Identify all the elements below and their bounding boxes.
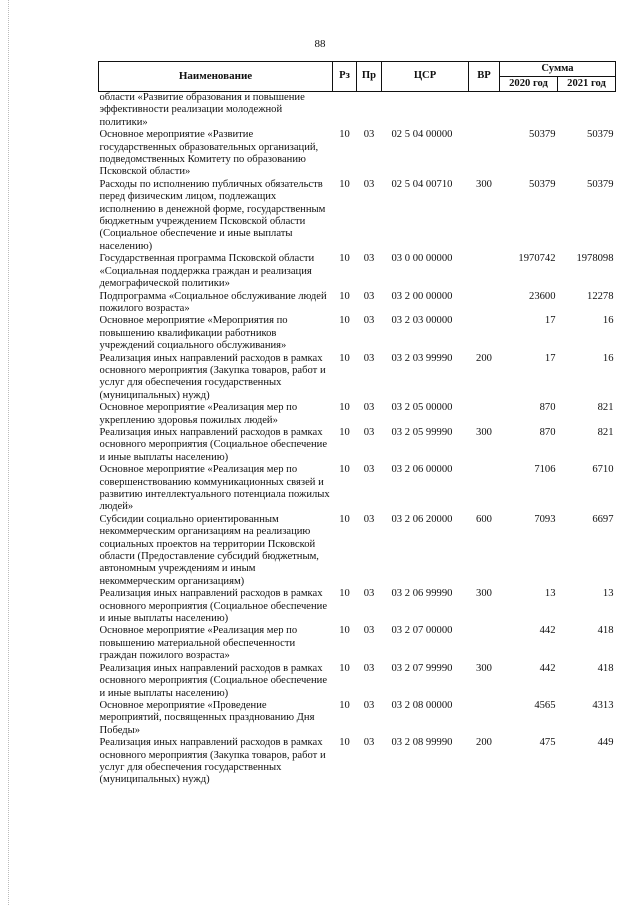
table-row (99, 588, 616, 625)
row-name-cell: Основное мероприятие «Мероприятия по повышению квалификации работников учреждений социального обслуживания» (99, 315, 288, 352)
row-csr-cell: 03 2 06 20000 (391, 513, 453, 525)
header-rz: Рз (333, 62, 357, 92)
row-pr-cell: 03 (363, 625, 375, 637)
row-csr-cell: 03 0 00 00000 (391, 253, 453, 265)
row-rz-cell: 10 (339, 290, 350, 302)
row-vr-cell (469, 464, 500, 514)
row-rz-cell: 10 (339, 464, 350, 476)
row-rz-cell: 10 (339, 662, 350, 674)
row-2021-amount-cell: 16 (602, 352, 614, 364)
row-name-cell: Подпрограмма «Социальное обслуживание людей пожилого возраста» (99, 290, 327, 314)
row-2020-amount-cell: 23600 (529, 290, 556, 302)
row-2021-amount-cell: 4313 (592, 699, 614, 711)
row-pr-cell: 03 (363, 253, 375, 265)
row-rz-cell: 10 (339, 513, 350, 525)
row-rz-cell (333, 92, 357, 130)
row-pr-cell: 03 (363, 426, 375, 438)
header-year-2021: 2021 год (558, 77, 616, 92)
row-pr-cell (357, 92, 382, 130)
row-vr-cell (469, 253, 500, 290)
row-vr-cell (469, 129, 500, 179)
row-csr-cell: 03 2 08 00000 (391, 699, 453, 711)
row-vr-cell: 600 (476, 513, 492, 525)
row-rz-cell: 10 (339, 178, 350, 190)
table-row (99, 291, 616, 316)
table-row (99, 737, 616, 787)
row-csr-cell: 03 2 05 99990 (391, 426, 453, 438)
row-pr-cell: 03 (363, 464, 375, 476)
row-name-cell: Основное мероприятие «Реализация мер по повышению материальной обеспеченности граждан пожилого возраста» (99, 625, 298, 662)
row-csr-cell: 03 2 07 00000 (391, 625, 453, 637)
table-row (99, 402, 616, 427)
row-csr-cell: 03 2 06 99990 (391, 588, 453, 600)
row-name-cell: Реализация иных направлений расходов в рамках основного мероприятия (Закупка товаров, работ и услуг для обеспечения государственных (муниципальных) нужд) (99, 737, 326, 786)
row-name-cell: Основное мероприятие «Реализация мер по совершенствованию коммуникационных связей и развитию интеллектуального потенциала пожилых людей» (99, 464, 330, 513)
table-row (99, 253, 616, 290)
row-2020-amount-cell: 870 (539, 402, 556, 414)
table-row (99, 700, 616, 737)
row-csr-cell: 03 2 08 99990 (391, 737, 453, 749)
row-rz-cell: 10 (339, 426, 350, 438)
row-rz-cell: 10 (339, 699, 350, 711)
row-name-cell: Государственная программа Псковской области «Социальная поддержка граждан и реализация демографической политики» (99, 253, 315, 290)
row-2021-amount-cell: 50379 (587, 178, 614, 190)
row-2021-amount-cell: 16 (602, 315, 614, 327)
row-pr-cell: 03 (363, 315, 375, 327)
row-2020-amount-cell: 50379 (529, 129, 556, 141)
row-name-cell: Основное мероприятие «Проведение мероприятий, посвященных празднованию Дня Победы» (99, 699, 315, 736)
row-vr-cell (469, 92, 500, 130)
row-pr-cell: 03 (363, 129, 375, 141)
row-vr-cell: 300 (476, 426, 492, 438)
row-2021-amount-cell: 6697 (592, 513, 614, 525)
row-pr-cell: 03 (363, 290, 375, 302)
table-body (99, 92, 616, 787)
row-pr-cell: 03 (363, 402, 375, 414)
budget-table (98, 61, 616, 787)
table-row (99, 663, 616, 700)
row-2020-amount-cell: 7093 (534, 513, 556, 525)
table-row (99, 179, 616, 253)
row-csr-cell: 03 2 06 00000 (391, 464, 453, 476)
row-2020-amount-cell: 4565 (534, 699, 556, 711)
row-2020-amount-cell: 475 (539, 737, 556, 749)
row-2021-amount-cell: 821 (597, 402, 614, 414)
row-2021-amount-cell: 12278 (587, 290, 614, 302)
row-pr-cell: 03 (363, 588, 375, 600)
row-2020-amount-cell: 17 (544, 315, 556, 327)
row-vr-cell (469, 291, 500, 316)
row-csr-cell: 02 5 04 00000 (391, 129, 453, 141)
row-2020-amount-cell: 17 (544, 352, 556, 364)
table-row (99, 464, 616, 514)
row-2021-amount-cell: 50379 (587, 129, 614, 141)
row-pr-cell: 03 (363, 178, 375, 190)
row-name-cell: Основное мероприятие «Развитие государственных образовательных организаций, подведомственных Комитету по образованию Псковской области» (99, 129, 319, 178)
row-vr-cell: 200 (476, 737, 492, 749)
row-2020-amount-cell: 7106 (534, 464, 556, 476)
row-csr-cell: 03 2 03 00000 (391, 315, 453, 327)
row-vr-cell: 300 (476, 588, 492, 600)
row-rz-cell: 10 (339, 588, 350, 600)
row-2021-amount-cell: 821 (597, 426, 614, 438)
page-number: 88 (314, 38, 326, 50)
table-row (99, 129, 616, 179)
row-csr-cell (382, 92, 469, 130)
row-csr-cell: 03 2 03 99990 (391, 352, 453, 364)
row-rz-cell: 10 (339, 625, 350, 637)
row-2021-amount-cell: 418 (597, 662, 614, 674)
row-name-cell: Реализация иных направлений расходов в рамках основного мероприятия (Социальное обеспечение и иные выплаты населению) (99, 588, 328, 625)
row-pr-cell: 03 (363, 737, 375, 749)
row-rz-cell: 10 (339, 402, 350, 414)
row-pr-cell: 03 (363, 699, 375, 711)
row-2020-amount-cell: 442 (539, 662, 556, 674)
row-name-cell: области «Развитие образования и повышение эффективности реализации молодежной политики» (99, 92, 305, 128)
header-pr: Пр (357, 62, 382, 92)
row-vr-cell: 200 (476, 352, 492, 364)
row-vr-cell (469, 402, 500, 427)
row-name-cell: Реализация иных направлений расходов в рамках основного мероприятия (Закупка товаров, работ и услуг для обеспечения государственных (муниципальных) нужд) (99, 352, 326, 401)
row-2020-amount-cell: 870 (539, 426, 556, 438)
table-row (99, 353, 616, 403)
row-pr-cell: 03 (363, 513, 375, 525)
row-rz-cell: 10 (339, 253, 350, 265)
row-name-cell: Реализация иных направлений расходов в рамках основного мероприятия (Социальное обеспечение и иные выплаты населению) (99, 426, 328, 463)
row-name-cell: Расходы по исполнению публичных обязательств перед физическим лицом, подлежащих исполнению в денежной форме, государственным бюджетным учреждением Псковской области (Социальное обеспечение и иные выплаты населению) (99, 178, 326, 252)
row-csr-cell: 02 5 04 00710 (391, 178, 453, 190)
row-rz-cell: 10 (339, 352, 350, 364)
table-row (99, 92, 616, 130)
row-2020-amount-cell (500, 92, 558, 130)
row-2020-amount-cell: 1970742 (518, 253, 556, 265)
row-rz-cell: 10 (339, 315, 350, 327)
row-pr-cell: 03 (363, 662, 375, 674)
row-name-cell: Основное мероприятие «Реализация мер по укреплению здоровья пожилых людей» (99, 402, 298, 426)
row-name-cell: Реализация иных направлений расходов в рамках основного мероприятия (Социальное обеспечение и иные выплаты населению) (99, 662, 328, 699)
row-csr-cell: 03 2 07 99990 (391, 662, 453, 674)
header-sum: Сумма (500, 62, 616, 77)
row-2020-amount-cell: 442 (539, 625, 556, 637)
row-name-cell: Субсидии социально ориентированным некоммерческим организациям на реализацию социальных проектов на территории Псковской области (Предоставление субсидий бюджетным, автономным учреждениям и иным некоммерческим организациям) (99, 513, 319, 587)
row-rz-cell: 10 (339, 129, 350, 141)
header-csr: ЦСР (382, 62, 469, 92)
row-vr-cell: 300 (476, 178, 492, 190)
row-2021-amount-cell: 449 (597, 737, 614, 749)
row-2021-amount-cell: 418 (597, 625, 614, 637)
page-margin-line (8, 0, 10, 905)
table-row (99, 514, 616, 588)
row-2021-amount-cell: 13 (602, 588, 614, 600)
row-vr-cell (469, 700, 500, 737)
header-vr: ВР (469, 62, 500, 92)
row-vr-cell (469, 315, 500, 352)
row-2021-amount-cell: 1978098 (576, 253, 614, 265)
row-vr-cell: 300 (476, 662, 492, 674)
row-csr-cell: 03 2 00 00000 (391, 290, 453, 302)
row-pr-cell: 03 (363, 352, 375, 364)
row-2020-amount-cell: 13 (544, 588, 556, 600)
row-2021-amount-cell (558, 92, 616, 130)
row-csr-cell: 03 2 05 00000 (391, 402, 453, 414)
row-vr-cell (469, 625, 500, 662)
row-2021-amount-cell: 6710 (592, 464, 614, 476)
row-rz-cell: 10 (339, 737, 350, 749)
header-name: Наименование (99, 62, 333, 92)
table-row (99, 625, 616, 662)
header-year-2020: 2020 год (500, 77, 558, 92)
row-2020-amount-cell: 50379 (529, 178, 556, 190)
table-header (99, 62, 616, 92)
table-row (99, 315, 616, 352)
table-row (99, 427, 616, 464)
